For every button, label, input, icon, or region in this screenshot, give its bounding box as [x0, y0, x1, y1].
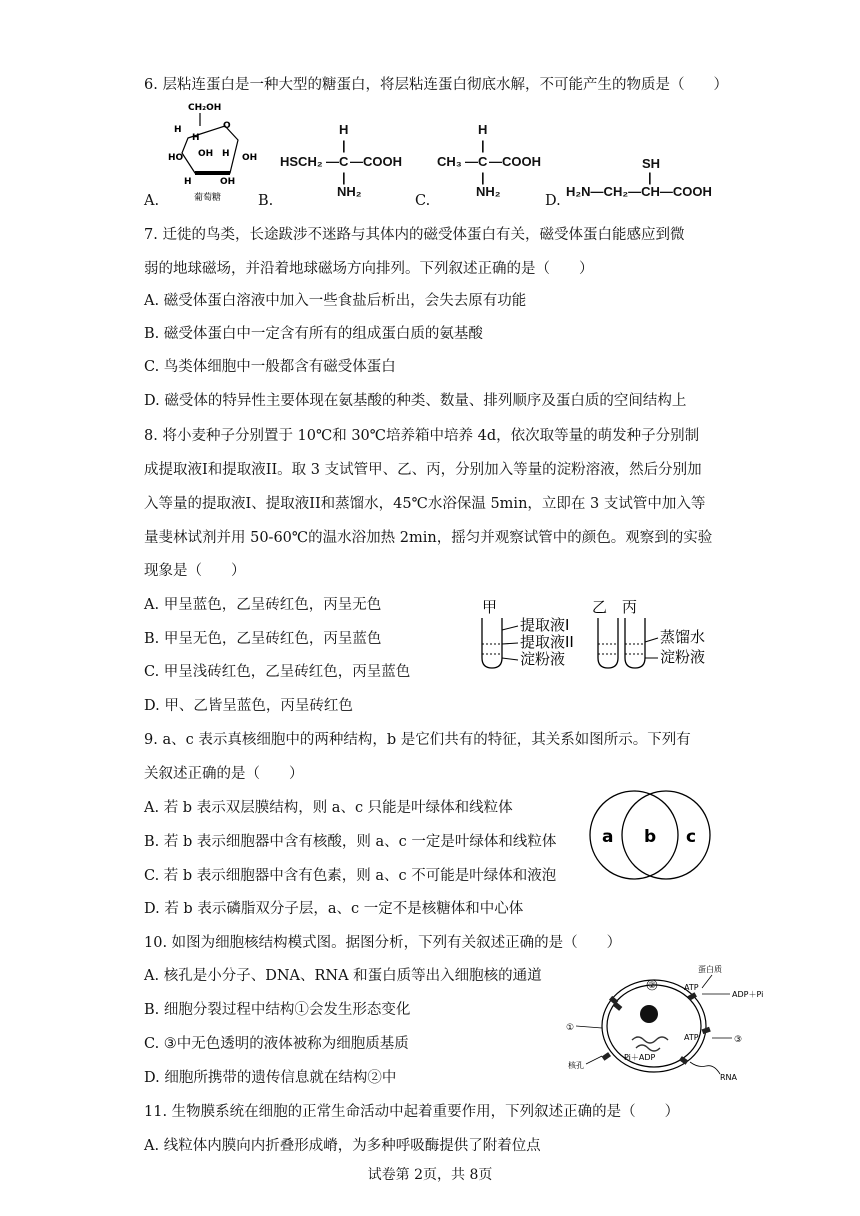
q6-option-c: C. [415, 193, 431, 209]
tube-label-yi: 乙 [592, 598, 608, 616]
label-starch-right: 淀粉液 [660, 648, 706, 666]
q8-stem-2: 成提取液I和提取液II。取 3 支试管甲、乙、丙，分别加入等量的淀粉溶液，然后分别加 [144, 462, 702, 478]
label-adp-2: Pi＋ADP [624, 1053, 656, 1062]
test-tube-figure [470, 596, 720, 676]
tube-label-bing: 丙 [622, 598, 638, 616]
q8-stem-5: 现象是（ ） [144, 563, 246, 579]
svg-text:O: O [223, 121, 231, 131]
svg-text:HO: HO [168, 153, 184, 163]
q6-option-a: A. [144, 193, 160, 209]
q9-option-d: D. 若 b 表示磷脂双分子层，a、c 一定不是核糖体和中心体 [144, 901, 524, 917]
glucose-ch2oh: CH₂OH [188, 103, 222, 113]
q8-option-b: B. 甲呈无色，乙呈砖红色，丙呈蓝色 [144, 631, 382, 647]
venn-label-b: b [644, 827, 657, 847]
svg-text:OH: OH [220, 177, 236, 187]
q7-option-a: A. 磁受体蛋白溶液中加入一些食盐后析出，会失去原有功能 [144, 293, 527, 309]
q8-option-a: A. 甲呈蓝色，乙呈砖红色，丙呈无色 [144, 597, 382, 613]
label-protein: 蛋白质 [698, 965, 722, 974]
label-water: 蒸馏水 [660, 628, 706, 646]
label-n2: ② [648, 981, 657, 991]
glucose-caption: 葡萄糖 [194, 193, 222, 203]
label-n1: ① [566, 1023, 575, 1033]
q7-stem-1: 7. 迁徙的鸟类，长途跋涉不迷路与其体内的磁受体蛋白有关，磁受体蛋白能感应到微 [144, 227, 685, 243]
label-extract-1: 提取液I [520, 616, 570, 634]
svg-text:OH: OH [242, 153, 258, 163]
q11-option-a: A. 线粒体内膜向内折叠形成嵴，为多种呼吸酶提供了附着位点 [144, 1138, 541, 1154]
venn-diagram [586, 784, 716, 884]
venn-label-a: a [602, 827, 614, 847]
svg-text:H: H [222, 149, 230, 159]
label-atp-1: ATP [684, 983, 699, 992]
label-extract-2: 提取液II [520, 633, 574, 651]
glucose-structure [160, 98, 265, 206]
q9-option-a: A. 若 b 表示双层膜结构，则 a、c 只能是叶绿体和线粒体 [144, 800, 513, 816]
q6-stem: 6. 层粘连蛋白是一种大型的糖蛋白，将层粘连蛋白彻底水解，不可能产生的物质是（ ） [144, 77, 728, 93]
svg-text:OH: OH [198, 149, 214, 159]
page-footer: 试卷第 2页，共 8页 [367, 1167, 493, 1183]
label-atp-2: ATP [684, 1033, 699, 1042]
tube-label-jia: 甲 [482, 598, 498, 616]
q9-option-c: C. 若 b 表示细胞器中含有色素，则 a、c 不可能是叶绿体和液泡 [144, 868, 557, 884]
q10-stem: 10. 如图为细胞核结构模式图。据图分析，下列有关叙述正确的是（ ） [144, 935, 622, 951]
q10-option-a: A. 核孔是小分子、DNA、RNA 和蛋白质等出入细胞核的通道 [144, 968, 542, 984]
q8-option-d: D. 甲、乙皆呈蓝色，丙呈砖红色 [144, 698, 353, 714]
label-starch-left: 淀粉液 [520, 650, 566, 668]
svg-text:H: H [192, 133, 200, 143]
q9-option-b: B. 若 b 表示细胞器中含有核酸，则 a、c 一定是叶绿体和线粒体 [144, 834, 557, 850]
q7-option-b: B. 磁受体蛋白中一定含有所有的组成蛋白质的氨基酸 [144, 326, 483, 342]
q11-stem: 11. 生物膜系统在细胞的正常生命活动中起着重要作用，下列叙述正确的是（ ） [144, 1104, 680, 1120]
label-pore: 核孔 [568, 1061, 584, 1070]
q10-option-d: D. 细胞所携带的遗传信息就在结构②中 [144, 1070, 397, 1086]
q9-stem-2: 关叙述正确的是（ ） [144, 766, 304, 782]
q8-option-c: C. 甲呈浅砖红色，乙呈砖红色，丙呈蓝色 [144, 664, 411, 680]
label-n3: ③ [734, 1035, 743, 1045]
q7-option-c: C. 鸟类体细胞中一般都含有磁受体蛋白 [144, 359, 396, 375]
nucleus-diagram [562, 960, 782, 1084]
q7-option-d: D. 磁受体的特异性主要体现在氨基酸的种类、数量、排列顺序及蛋白质的空间结构上 [144, 393, 687, 409]
label-adp-1: ADP＋Pi [732, 990, 764, 999]
svg-text:H: H [174, 125, 182, 135]
venn-label-c: c [686, 827, 697, 847]
q10-option-b: B. 细胞分裂过程中结构①会发生形态变化 [144, 1002, 411, 1018]
q6-option-b: B. [258, 193, 274, 209]
q9-stem-1: 9. a、c 表示真核细胞中的两种结构，b 是它们共有的特征，其关系如图所示。下列有 [144, 732, 691, 748]
q7-stem-2: 弱的地球磁场，并沿着地球磁场方向排列。下列叙述正确的是（ ） [144, 261, 594, 277]
q6-option-d: D. [545, 193, 561, 209]
q8-stem-3: 入等量的提取液I、提取液II和蒸馏水，45℃水浴保温 5min，立即在 3 支试管中加入等 [144, 496, 706, 512]
q10-option-c: C. ③中无色透明的液体被称为细胞质基质 [144, 1036, 409, 1052]
label-rna: RNA [720, 1073, 738, 1082]
q8-stem-4: 量斐林试剂并用 50-60℃的温水浴加热 2min，摇匀并观察试管中的颜色。观察到的实验 [144, 530, 713, 546]
svg-text:H: H [184, 177, 192, 187]
q8-stem-1: 8. 将小麦种子分别置于 10℃和 30℃培养箱中培养 4d，依次取等量的萌发种子分别制 [144, 428, 700, 444]
